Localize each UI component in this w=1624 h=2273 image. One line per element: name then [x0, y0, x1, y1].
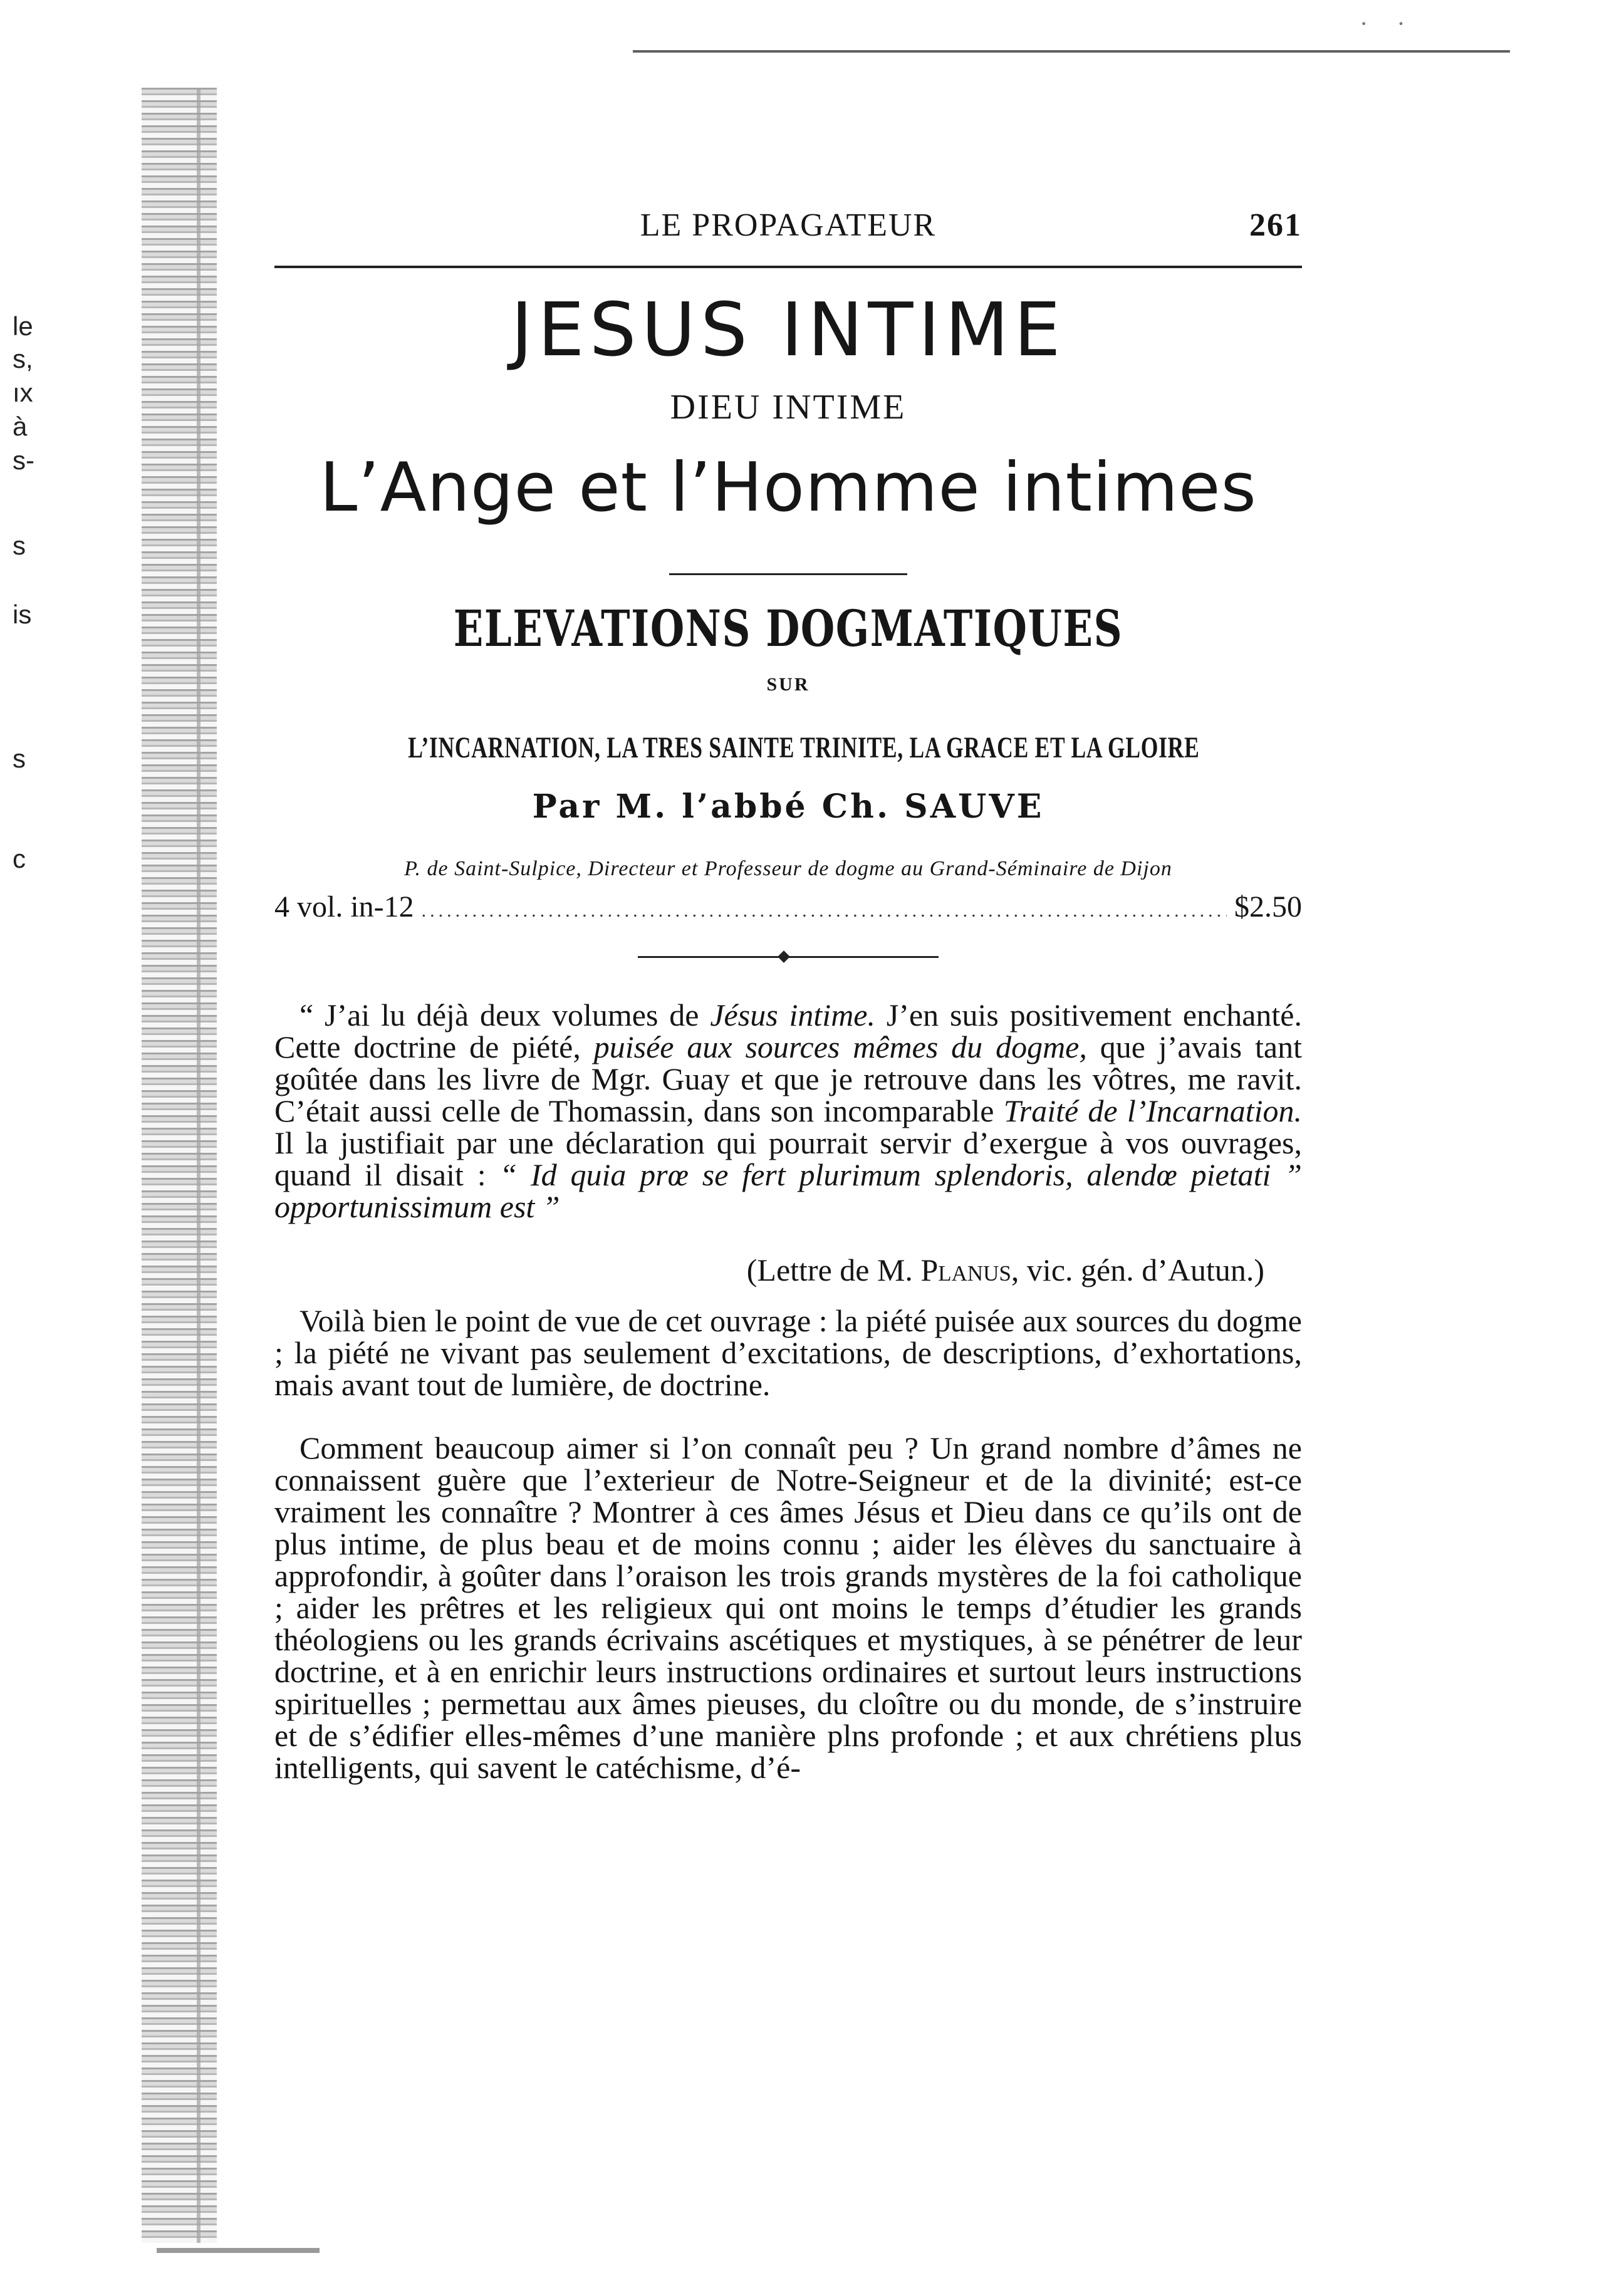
quote-attribution	[274, 1254, 1302, 1286]
dot-leader	[422, 900, 1227, 922]
attribution-name: Planus	[920, 1252, 1011, 1287]
margin-fragment: s	[13, 744, 26, 773]
journal-title: LE PROPAGATEUR	[640, 207, 937, 243]
author-line: Par M. l’abbé Ch. SAUVE	[532, 787, 1044, 826]
page-binding-shadow	[142, 88, 217, 2243]
quote-italic: puisée aux sources mêmes du dogme,	[593, 1029, 1087, 1064]
book-subtitle: DIEU INTIME	[670, 387, 907, 427]
scan-top-rule	[633, 50, 1510, 53]
body-paragraph: Voilà bien le point de vue de cet ouvrage : la piété puisée aux sources du dogme ; la piété ne vivant pas seulement d’excitations, de descriptions, d’exhortations, mais avant tout de lumière, de doctrine.	[274, 1303, 1302, 1402]
margin-fragment: s-	[13, 445, 34, 475]
margin-fragment: is	[13, 600, 32, 629]
attribution-text: , vic. gén. d’Autun.)	[1011, 1252, 1264, 1287]
article-body	[274, 999, 1302, 1784]
quote-text: J’en suis positivement enchanté. Cette doctrine de piété,	[274, 997, 1302, 1064]
margin-fragment: ıx	[13, 378, 33, 407]
header-rule	[274, 266, 1302, 268]
heading-sur: SUR	[766, 674, 810, 695]
page-content	[274, 207, 1302, 1815]
quote-text: “ J’ai lu déjà deux volumes de	[299, 997, 710, 1032]
title-divider	[669, 573, 907, 575]
quote-italic: Traité de l’Incarnation.	[1003, 1093, 1302, 1128]
ornament-divider	[638, 950, 939, 963]
scan-bottom-mark	[157, 2248, 320, 2253]
quote-text: Il la justifiait par une déclaration qui pourrait servir d’exergue à vos ouvrages, quand il disait :	[274, 1125, 1302, 1192]
subjects-line: L’INCARNATION, LA TRES SAINTE TRINITE, LA GRACE ET LA GLOIRE	[408, 731, 1200, 764]
quote-text: que j’avais tant goûtée dans les livre de Mgr. Guay et que je retrouve dans les vôtres, me ravit. C’était aussi celle de Thomassin, dans son incomparable	[274, 1029, 1302, 1128]
margin-fragment: le	[13, 311, 33, 341]
attribution-text: (Lettre de M.	[746, 1252, 921, 1287]
volumes-label: 4 vol. in-12	[274, 890, 414, 923]
scan-speckles: · ·	[1360, 9, 1417, 38]
page-number: 261	[1249, 207, 1302, 243]
book-title: JESUS INTIME	[511, 286, 1066, 373]
quote-italic: Jésus intime.	[710, 997, 875, 1032]
price-value: $2.50	[1234, 890, 1302, 923]
margin-fragment: à	[13, 412, 28, 441]
price-line	[274, 890, 1302, 924]
margin-fragment: s	[13, 531, 26, 560]
margin-fragment: s,	[13, 344, 33, 373]
book-subtitle-2: L’Ange et l’Homme intimes	[320, 448, 1257, 527]
quote-italic: “ Id quia prœ se fert plurimum splendoris, alendœ pietati ” opportunissimum est ”	[274, 1157, 1302, 1224]
section-heading: ELEVATIONS DOGMATIQUES	[453, 598, 1123, 658]
running-head	[274, 207, 1302, 251]
margin-fragment: c	[13, 844, 26, 873]
body-paragraph: Comment beaucoup aimer si l’on connaît peu ? Un grand nombre d’âmes ne connaissent guère que l’exterieur de Notre-Seigneur et de la divinité; est-ce vraiment les connaître ? Montrer à ces âmes Jésus et Dieu dans ce qu’ils ont de plus intime, de plus beau et de moins connu ; aider les élèves du sanctuaire à approfondir, à goûter dans l’oraison les trois grands mystères de la foi catholique ; aider les prêtres et les religieux qui ont moins le temps d’étudier les grands théologiens ou les grands écrivains ascétiques et mystiques, à se pénétrer de leur doctrine, et à en enrichir leurs instructions ordinaires et surtout leurs instructions spirituelles ; permettau aux âmes pieuses, du cloître ou du monde, de s’instruire et de s’édifier elles-mêmes d’une manière plns profonde ; et aux chrétiens plus intelligents, qui savent le catéchisme, d’é-	[274, 1430, 1302, 1785]
quote-paragraph	[274, 999, 1302, 1223]
author-description: P. de Saint-Sulpice, Directeur et Professeur de dogme au Grand-Séminaire de Dijon	[404, 856, 1172, 880]
